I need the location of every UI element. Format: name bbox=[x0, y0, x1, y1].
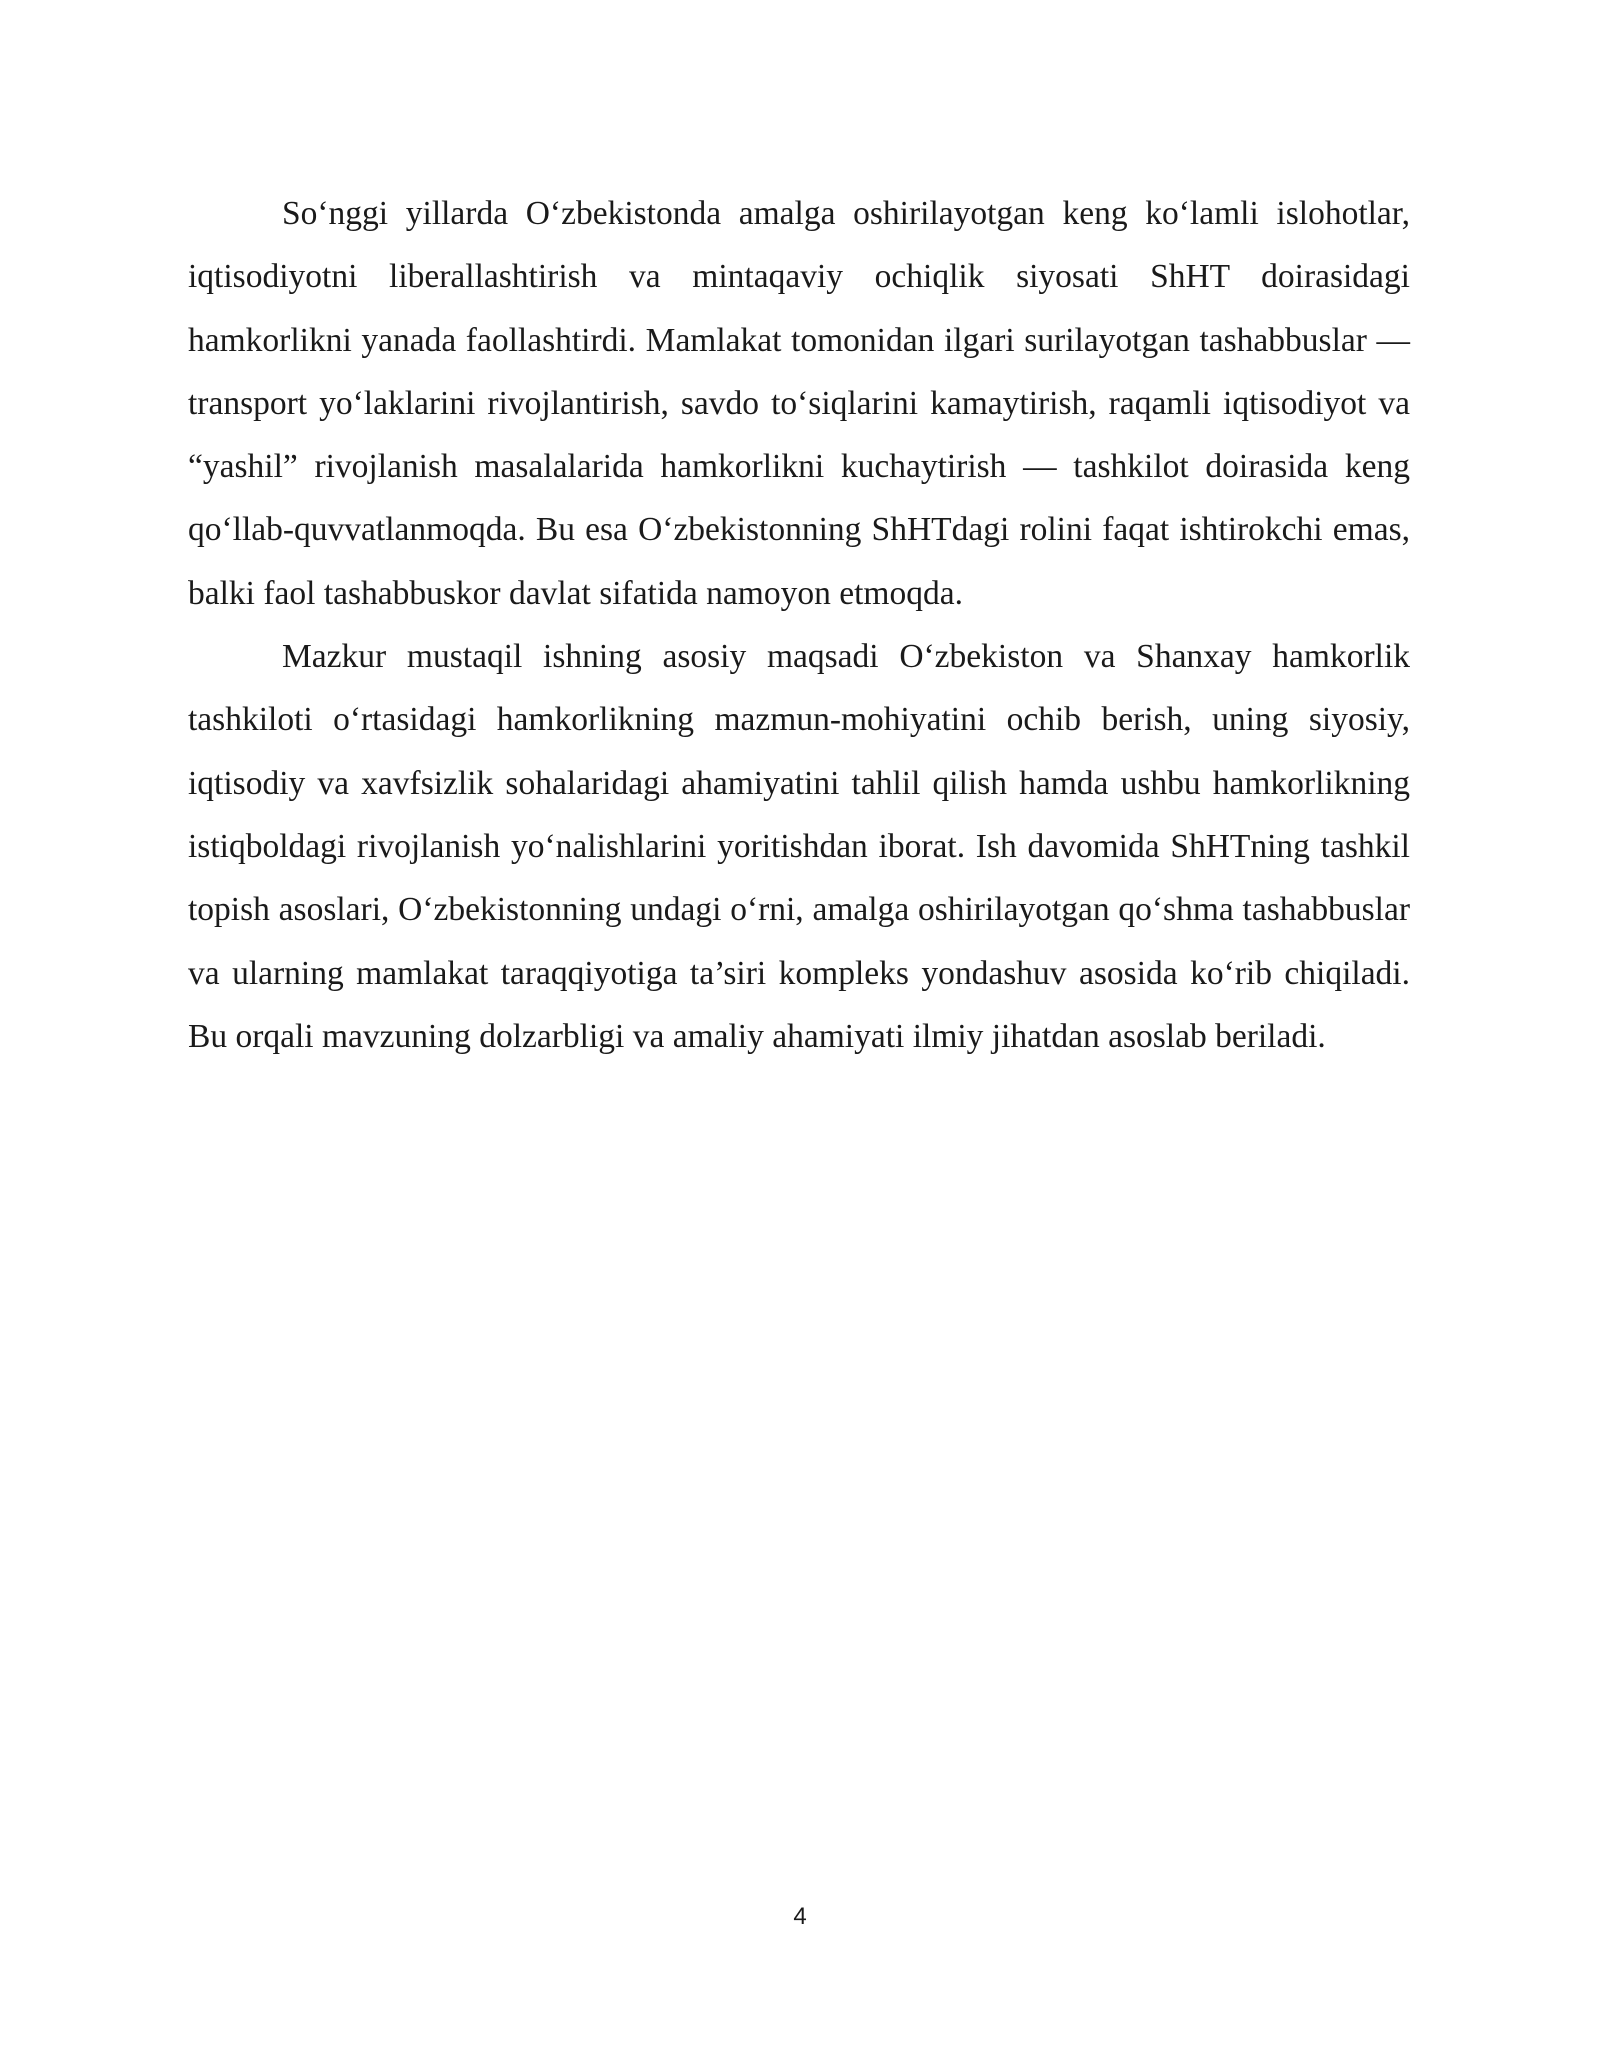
page-number: 4 bbox=[793, 1903, 807, 1930]
paragraph-2: Mazkur mustaqil ishning asosiy maqsadi O‘zbekiston va Shanxay hamkorlik tashkiloti o‘rtasidagi hamkorlikning mazmun-mohiyatini ochib berish, uning siyosiy, iqtisodiy va xavfsizlik sohalaridagi ahamiyatini tahlil qilish hamda ushbu hamkorlikning istiqboldagi rivojlanish yo‘nalishlarini yoritishdan iborat. Ish davomida ShHTning tashkil topish asoslari, O‘zbekistonning undagi o‘rni, amalga oshirilayotgan qo‘shma tashabbuslar va ularning mamlakat taraqqiyotiga ta’siri kompleks yondashuv asosida ko‘rib chiqiladi. Bu orqali mavzuning dolzarbligi va amaliy ahamiyati ilmiy jihatdan asoslab beriladi. bbox=[188, 638, 1410, 1055]
paragraph-1: So‘nggi yillarda O‘zbekistonda amalga oshirilayotgan keng ko‘lamli islohotlar, iqtisodiyotni liberallashtirish va mintaqaviy ochiqlik siyosati ShHT doirasidagi hamkorlikni yanada faollashtirdi. Mamlakat tomonidan ilgari surilayotgan tashabbuslar — transport yo‘laklarini rivojlantirish, savdo to‘siqlarini kamaytirish, raqamli iqtisodiyot va “yashil” rivojlanish masalalarida hamkorlikni kuchaytirish — tashkilot doirasida keng qo‘llab-quvvatlanmoqda. Bu esa O‘zbekistonning ShHTdagi rolini faqat ishtirokchi emas, balki faol tashabbuskor davlat sifatida namoyon etmoqda. bbox=[188, 195, 1410, 612]
body-text bbox=[188, 182, 1410, 1068]
